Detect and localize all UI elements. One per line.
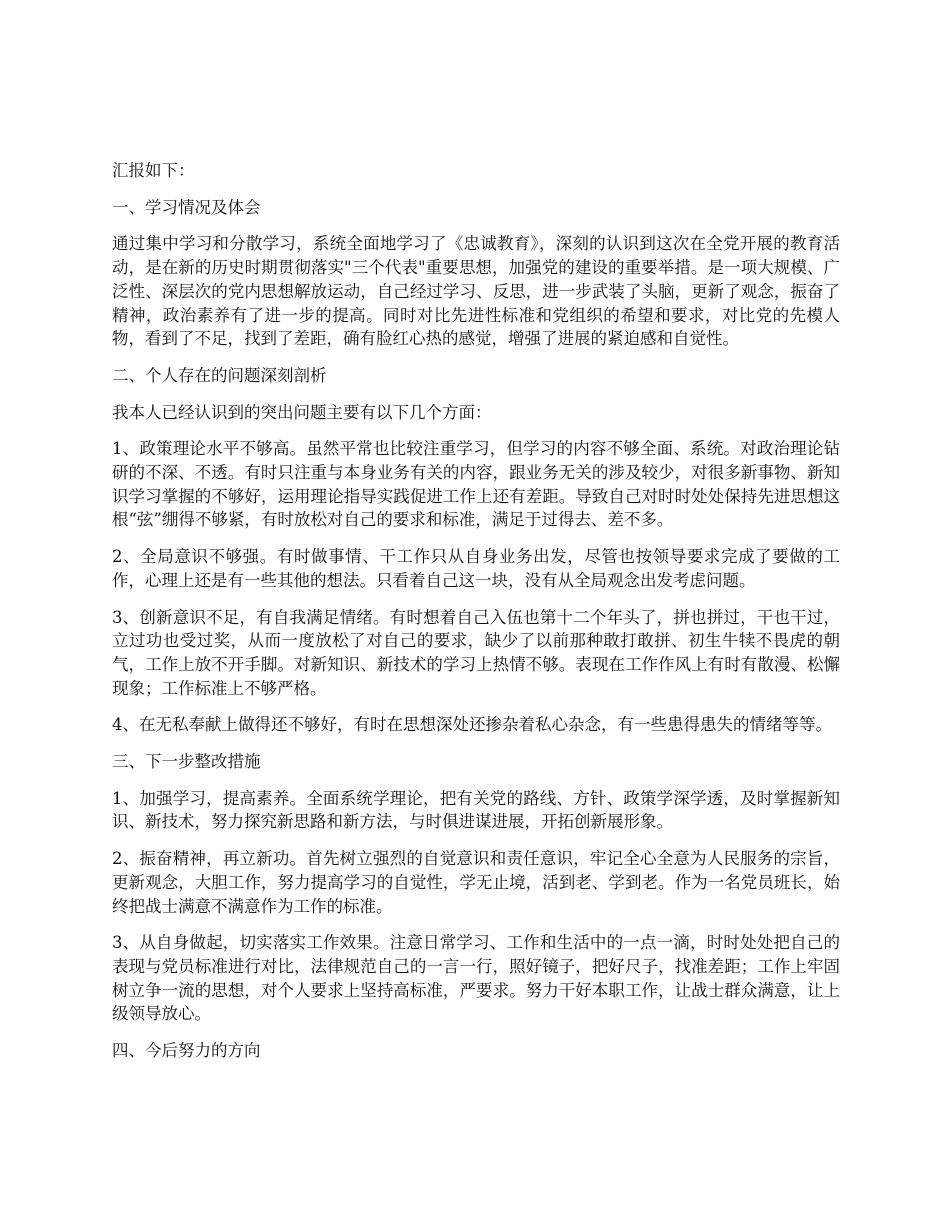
body-paragraph: 1、政策理论水平不够高。虽然平常也比较注重学习，但学习的内容不够全面、系统。对政治理论钻研的不深、不透。有时只注重与本身业务有关的内容，跟业务无关的涉及较少，对很多新事物、新知识学习掌握的不够好，运用理论指导实践促进工作上还有差距。导致自己对时时处处保持先进思想这根“弦”绷得不够紧，有时放松对自己的要求和标准，满足于过得去、差不多。 bbox=[112, 439, 840, 530]
body-paragraph: 3、从自身做起，切实落实工作效果。注意日常学习、工作和生活中的一点一滴，时时处处把自己的表现与党员标准进行对比，法律规范自己的一言一行，照好镜子，把好尺子，找准差距；工作上牢固树立争一流的思想，对个人要求上坚持高标准，严要求。努力干好本职工作，让战士群众满意，让上级领导放心。 bbox=[112, 933, 840, 1024]
body-paragraph: 1、加强学习，提高素养。全面系统学理论，把有关党的路线、方针、政策学深学透，及时掌握新知识、新技术，努力探究新思路和新方法，与时俱进谋进展，开拓创新展形象。 bbox=[112, 788, 840, 832]
body-paragraph: 2、全局意识不够强。有时做事情、干工作只从自身业务出发，尽管也按领导要求完成了要做的工作，心理上还是有一些其他的想法。只看着自己这一块，没有从全局观念出发考虑问题。 bbox=[112, 547, 840, 590]
section-heading-2: 二、个人存在的问题深刻剖析 bbox=[112, 365, 327, 385]
body-paragraph: 通过集中学习和分散学习，系统全面地学习了《忠诚教育》，深刻的认识到这次在全党开展的教育活动，是在新的历史时期贯彻落实"三个代表"重要思想，加强党的建设的重要举措。是一项大规模、广泛性、深层次的党内思想解放运动，自己经过学习、反思，进一步武装了头脑，更新了观念，振奋了精神，政治素养有了进一步的提高。同时对比先进性标准和党组织的希望和要求，对比党的先模人物，看到了不足，找到了差距，确有脸红心热的感觉，增强了进展的紧迫感和自觉性。 bbox=[112, 234, 840, 349]
section-heading-3: 三、下一步整改措施 bbox=[112, 752, 261, 772]
intro-line: 汇报如下： bbox=[112, 161, 195, 180]
body-paragraph: 3、创新意识不足，有自我满足情绪。有时想着自己入伍也第十二个年头了，拼也拼过，干也干过，立过功也受过奖，从而一度放松了对自己的要求，缺少了以前那种敢打敢拼、初生牛犊不畏虎的朝气，工作上放不开手脚。对新知识、新技术的学习上热情不够。表现在工作作风上有时有散漫、松懈现象；工作标准上不够严格。 bbox=[112, 607, 840, 698]
body-paragraph: 我本人已经认识到的突出问题主要有以下几个方面： bbox=[112, 402, 492, 422]
section-heading-4: 四、今后努力的方向 bbox=[112, 1041, 261, 1061]
document-page bbox=[112, 159, 840, 1076]
section-heading-1: 一、学习情况及体会 bbox=[112, 197, 261, 217]
body-paragraph: 4、在无私奉献上做得还不够好，有时在思想深处还掺杂着私心杂念，有一些患得患失的情绪等等。 bbox=[112, 715, 832, 735]
body-paragraph: 2、振奋精神，再立新功。首先树立强烈的自觉意识和责任意识，牢记全心全意为人民服务的宗旨，更新观念，大胆工作，努力提高学习的自觉性，学无止境，活到老、学到老。作为一名党员班长，始终把战士满意不满意作为工作的标准。 bbox=[112, 849, 840, 916]
